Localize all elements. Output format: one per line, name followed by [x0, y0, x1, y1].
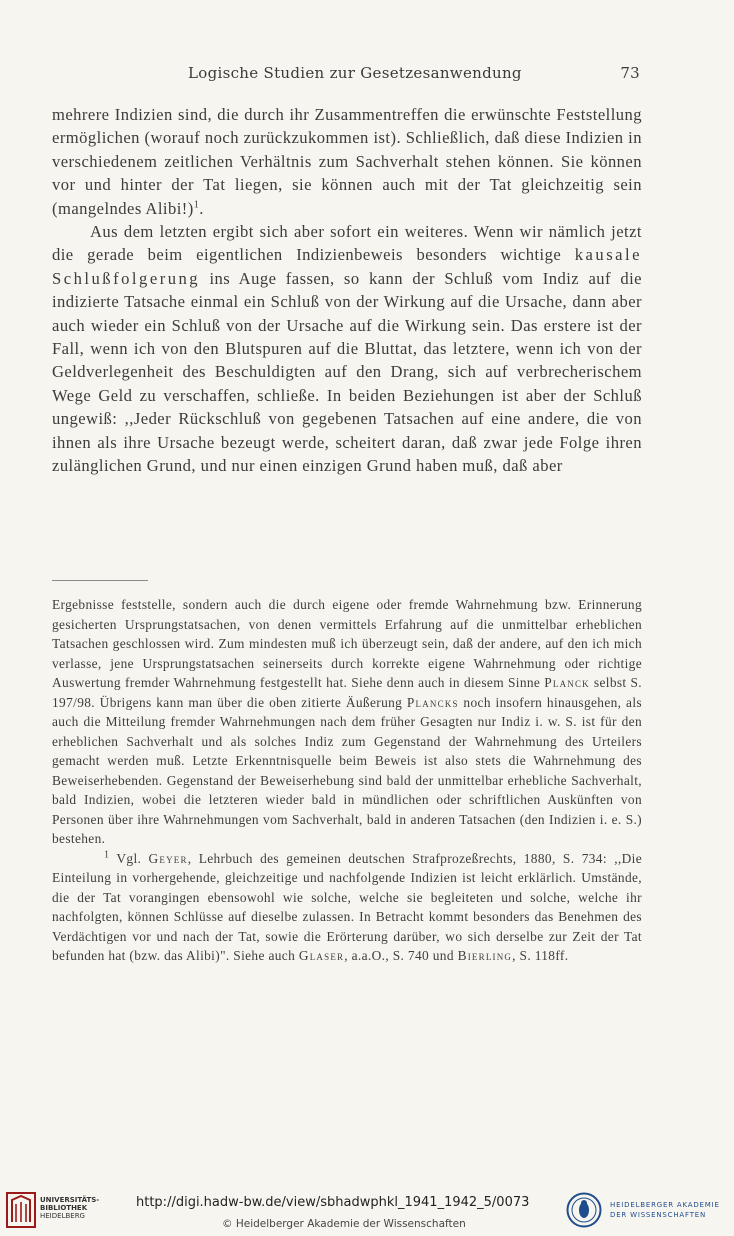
- library-name-line-2: BIBLIOTHEK: [40, 1204, 88, 1212]
- page-header: [52, 64, 640, 86]
- footnote-1-text-c: , a.a.O., S. 740 und: [344, 948, 458, 963]
- paragraph-2: [52, 220, 642, 477]
- academy-seal-icon[interactable]: [566, 1192, 602, 1228]
- author-name-bierling: Bierling: [457, 948, 513, 963]
- footnote-continuation: [52, 595, 642, 849]
- paragraph-1-text: mehrere Indizien sind, die durch ihr Zusammentreffen die erwünschte Feststellung ermöglichen (worauf noch zurückzukommen ist). Schließlich, daß diese Indizien in verschiedenem zeitlichen Verhältnis zum Sachverhalt stehen können. Sie können vor und hinter der Tat liegen, sie können auch mit der Tat gleichzeitig sein (mangelndes Alibi!): [52, 105, 642, 218]
- footnote-1-text-b: , Lehrbuch des gemeinen deutschen Strafprozeßrechts, 1880, S. 734: ,,Die Einteilung in vorhergehende, gleichzeitige und nachfolgende Indizien ist leicht erklärlich. Umstände, die der Tat vorangingen ebensowohl wie solche, welche sie begleiteten und solche, welche ihr nachfolgten, können Schlüsse auf dieselbe zulassen. In Betracht kommt besonders das Benehmen des Verdächtigen vor und nach der Tat, sowie die Erörterung darüber, wo sich derselbe zur Zeit der Tat befunden hat (bzw. das Alibi)". Siehe auch: [52, 850, 642, 963]
- library-name: [40, 1196, 99, 1220]
- author-name-glaser: Glaser: [298, 948, 345, 963]
- paragraph-1-end: .: [199, 198, 204, 218]
- footnote-cont-text-a: Ergebnisse feststelle, sondern auch die durch eigene oder fremde Wahrnehmung bzw. Erinnerung gesicherten Ursprungstatsachen, von denen vermittels Erfahrung auf die unmittelbar erheblichen Tatsachen geschlossen wird. Zum mindesten muß ich überzeugt sein, daß der andere, auf den ich mich verlasse, jene Ursprungstatsachen seinerseits durch korrekte eigene Wahrnehmung oder richtige Auswertung fremder Wahrnehmung festgestellt hat. Siehe denn auch in diesem Sinne: [52, 597, 642, 690]
- library-name-line-1: UNIVERSITÄTS-: [40, 1196, 100, 1204]
- author-name-plancks: Plancks: [406, 694, 459, 710]
- footnote-cont-text-b: selbst S. 197/98. Übrigens kann man über die oben zitierte Äußerung: [52, 675, 642, 710]
- academy-name: [610, 1200, 720, 1220]
- library-name-line-3: HEIDELBERG: [40, 1212, 85, 1220]
- page-number: 73: [620, 64, 640, 82]
- copyright-notice: © Heidelberger Akademie der Wissenschaften: [222, 1218, 466, 1230]
- footnote-1-text-a: Vgl.: [109, 850, 149, 866]
- footer-bar: [0, 1184, 734, 1236]
- footnote-1-text-d: , S. 118ff.: [512, 948, 569, 963]
- author-name-geyer: Geyer: [148, 850, 188, 866]
- running-title: Logische Studien zur Gesetzesanwendung: [188, 64, 522, 82]
- footnote-ref-1[interactable]: 1: [193, 199, 200, 211]
- paragraph-1: [52, 103, 642, 220]
- author-name-planck: Planck: [544, 675, 590, 690]
- footnote-1-number: 1: [104, 849, 110, 861]
- emphasized-term: kausale Schlußfolgerung: [52, 245, 642, 288]
- footnote-divider: [52, 580, 148, 581]
- academy-name-line-2: DER WISSENSCHAFTEN: [610, 1211, 707, 1219]
- footnote-cont-text-c: noch insofern hinausgehen, als auch die Mitteilung fremder Wahrnehmungen nach dem früher Gesagten nur Indiz i. w. S. ist für den erheblichen Sachverhalt und als solches Indiz zum Gegenstand der Wahrnehmung des Urteilers gemacht werden muß. Letzte Erkenntnisquelle beim Beweis ist also stets die Wahrnehmung des Beweiserhebenden. Gegenstand der Beweiserhebung sind bald der unmittelbar erhebliche Sachverhalt, bald Indizien, wobei die letzteren wieder bald in mündlichen oder schriftlichen Auskünften von Personen über ihre Wahrnehmungen vom Sachverhalt, bald in anderen Tatsachen (den Indizien i. e. S.) bestehen.: [52, 694, 642, 846]
- academy-name-line-1: HEIDELBERGER AKADEMIE: [610, 1201, 720, 1209]
- paragraph-2-text-b: ins Auge fassen, so kann der Schluß vom Indiz auf die indizierte Tatsache einmal ein Schluß von der Wirkung auf die Ursache, dann aber auch wieder ein Schluß von der Ursache auf die Wirkung sein. Das erstere ist der Fall, wenn ich von den Blutspuren auf die Bluttat, das letztere, wenn ich von der Geldverlegenheit des Beschuldigten auf den Drang, sich auf verbrecherischem Wege Geld zu verschaffen, schließe. In beiden Beziehungen ist aber der Schluß ungewiß: ,,Jeder Rückschluß von gegebenen Tatsachen auf eine andere, die von ihnen als ihre Ursache bezeugt werde, scheitert daran, daß zwar jede Folge ihren zulänglichen Grund, und nur einen einzigen Grund haben muß, daß aber: [52, 268, 642, 476]
- paragraph-2-text-a: Aus dem letzten ergibt sich aber sofort ein weiteres. Wenn wir nämlich jetzt die gerade beim eigentlichen Indizienbeweis besonders wichtige: [52, 222, 642, 265]
- source-url-link[interactable]: http://digi.hadw-bw.de/view/sbhadwphkl_1941_1942_5/0073: [136, 1195, 530, 1210]
- main-text: [52, 103, 642, 478]
- footnotes: [52, 595, 642, 966]
- library-logo-icon[interactable]: [6, 1192, 36, 1228]
- footnote-1: [52, 849, 642, 966]
